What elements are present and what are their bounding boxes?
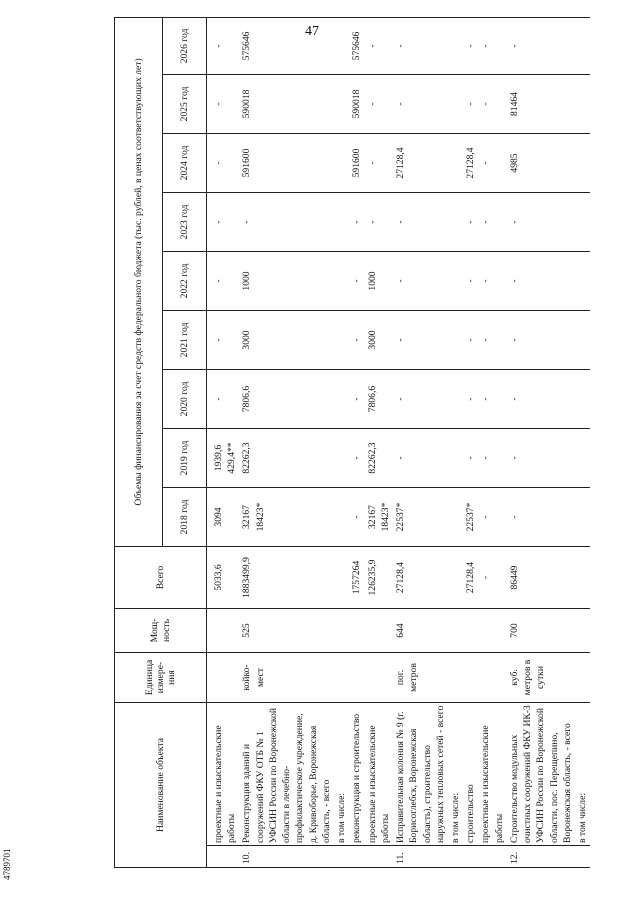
table-row [211,17,239,867]
year-value-cell: - [349,193,364,252]
year-value-cell [575,311,590,370]
year-value-cell: - [478,193,506,252]
year-value-cell: - [478,429,506,488]
row-index [334,846,349,868]
year-value-cell: - [463,252,478,311]
year-value-cell: - [478,75,506,134]
year-value-cell: 7806,6 [239,370,334,429]
year-value-cell: - [478,488,506,547]
total-cell [448,547,463,609]
total-cell: - [478,547,506,609]
year-value-cell: - [211,134,239,193]
year-value-cell: - [478,134,506,193]
header-year: 2023 год [163,193,207,252]
year-value-cell: 575646 [349,17,364,74]
year-value-cell: - [393,252,448,311]
year-value-cell: - [211,370,239,429]
year-value-cell: 32167 18423* [365,488,393,547]
year-value-cell [575,252,590,311]
row-index [349,846,364,868]
row-index: 11. [393,846,448,868]
object-name: реконструкция и строительство [349,703,364,846]
year-value-cell [575,370,590,429]
table-row [393,17,448,867]
total-cell: 126235,9 [365,547,393,609]
year-value-cell [334,17,349,74]
year-value-cell: - [507,429,575,488]
table-row [334,17,349,867]
year-value-cell: - [349,252,364,311]
year-value-cell: 1000 [365,252,393,311]
year-value-cell: - [463,370,478,429]
year-value-cell: - [507,17,575,74]
capacity-cell [478,609,506,653]
unit-cell: куб. метров в сутки [507,653,575,703]
year-value-cell: 27128,4 [463,134,478,193]
capacity-cell [463,609,478,653]
year-value-cell: - [393,17,448,74]
year-value-cell: 82262,3 [365,429,393,488]
year-value-cell [575,488,590,547]
year-value-cell [334,134,349,193]
total-cell: 27128,4 [393,547,448,609]
unit-cell [575,653,590,703]
year-value-cell: - [349,370,364,429]
table-body [207,17,591,867]
object-name: проектные и изыскательские работы [478,703,506,846]
year-value-cell: - [478,17,506,74]
year-value-cell: - [507,311,575,370]
unit-cell [211,653,239,703]
header-year: 2021 год [163,311,207,370]
year-value-cell: - [211,17,239,74]
object-name: проектные и изыскательские работы [365,703,393,846]
capacity-cell [334,609,349,653]
year-value-cell: 27128,4 [393,134,448,193]
table-row [478,17,506,867]
unit-cell [478,653,506,703]
capacity-cell [211,609,239,653]
year-value-cell: - [478,311,506,370]
object-name: проектные и изыскательские работы [211,703,239,846]
row-index [365,846,393,868]
header-year: 2019 год [163,429,207,488]
year-value-cell: 591600 [349,134,364,193]
capacity-cell [349,609,364,653]
capacity-cell: 644 [393,609,448,653]
year-value-cell: 590018 [239,75,334,134]
year-value-cell [334,252,349,311]
total-cell: 1757264 [349,547,364,609]
year-value-cell: 4985 [507,134,575,193]
header-total: Всего [115,547,207,609]
year-value-cell: - [393,75,448,134]
year-value-cell: - [463,429,478,488]
capacity-cell: 700 [507,609,575,653]
year-value-cell: 22537* [463,488,478,547]
total-cell [334,547,349,609]
row-index [575,846,590,868]
capacity-cell: 525 [239,609,334,653]
year-value-cell [334,193,349,252]
unit-cell [349,653,364,703]
year-value-cell [334,370,349,429]
year-value-cell: - [393,429,448,488]
year-value-cell: - [365,193,393,252]
unit-cell [334,653,349,703]
object-name: в том числе: [575,703,590,846]
year-value-cell: - [463,193,478,252]
year-value-cell: 591600 [239,134,334,193]
year-value-cell [334,429,349,488]
year-value-cell: 575646 [239,17,334,74]
row-index [463,846,478,868]
object-name: Исправительная колония № 9 (г. Борисоглебск, Воронежская область), строительство наружных тепловых сетей - всего [393,703,448,846]
financing-table [114,17,590,868]
table-row [463,17,478,867]
row-index [211,846,239,868]
table-row [365,17,393,867]
year-value-cell: - [211,311,239,370]
year-value-cell: - [349,488,364,547]
row-index: 10. [239,846,334,868]
object-name: Реконструкция зданий и сооружений ФКУ ОТБ № 1 УФСИН России по Воронежской области в лечебно-профилактическое учреждение, д. Кривоборье, Воронежская область, - всего [239,703,334,846]
table-row [239,17,334,867]
year-value-cell: - [507,252,575,311]
row-index: 12. [507,846,575,868]
unit-cell [448,653,463,703]
row-index [478,846,506,868]
year-value-cell: - [478,370,506,429]
header-year: 2022 год [163,252,207,311]
total-cell: 27128,4 [463,547,478,609]
table-row [507,17,575,867]
header-capacity: Мощ-ность [115,609,207,653]
page-number: 47 [305,24,319,39]
year-value-cell [575,134,590,193]
year-value-cell [448,193,463,252]
year-value-cell [334,311,349,370]
year-value-cell: 3000 [365,311,393,370]
year-value-cell: 82262,3 [239,429,334,488]
total-cell: 86449 [507,547,575,609]
year-value-cell: 3094 [211,488,239,547]
header-name: Наименование объекта [115,703,207,868]
year-value-cell [575,17,590,74]
year-value-cell [448,75,463,134]
year-value-cell [448,370,463,429]
year-value-cell [448,311,463,370]
total-cell [575,547,590,609]
capacity-cell [448,609,463,653]
capacity-cell [365,609,393,653]
row-index [448,846,463,868]
year-value-cell: - [211,75,239,134]
year-value-cell: - [507,193,575,252]
year-value-cell: 1939,6 429,4** [211,429,239,488]
object-name: Строительство модульных очистных сооружений ФКУ ИК-3 УФСИН России по Воронежской области, пос. Перещепино, Воронежская область, - всего [507,703,575,846]
year-value-cell: 1000 [239,252,334,311]
unit-cell: койко-мест [239,653,334,703]
year-value-cell: - [478,252,506,311]
year-value-cell: - [393,370,448,429]
header-year: 2018 год [163,488,207,547]
capacity-cell [575,609,590,653]
header-year: 2020 год [163,370,207,429]
table-header [115,17,207,867]
year-value-cell [334,75,349,134]
header-year: 2026 год [163,17,207,74]
year-value-cell [448,17,463,74]
document-id-text: 4789701 [2,848,12,880]
table-row [349,17,364,867]
total-cell: 5033,6 [211,547,239,609]
year-value-cell: - [463,311,478,370]
object-name: в том числе: [334,703,349,846]
year-value-cell: - [463,75,478,134]
unit-cell [365,653,393,703]
year-value-cell [448,134,463,193]
year-value-cell: - [365,75,393,134]
object-name: строительство [463,703,478,846]
header-year: 2025 год [163,75,207,134]
year-value-cell [575,429,590,488]
year-value-cell: 22537* [393,488,448,547]
header-unit: Единица измере-ния [115,653,207,703]
table-row [575,17,590,867]
year-value-cell: 32167 18423* [239,488,334,547]
header-year: 2024 год [163,134,207,193]
header-funding-group: Объемы финансирования за счет средств федерального бюджета (тыс. рублей, в ценах соответствующих лет) [115,17,163,546]
object-name: в том числе: [448,703,463,846]
rotated-table-container [114,18,634,868]
year-value-cell: - [463,17,478,74]
year-value-cell: 3000 [239,311,334,370]
year-value-cell: - [349,311,364,370]
year-value-cell: - [393,193,448,252]
year-value-cell: 81464 [507,75,575,134]
unit-cell [463,653,478,703]
year-value-cell [448,252,463,311]
year-value-cell [575,75,590,134]
year-value-cell: 590018 [349,75,364,134]
year-value-cell: - [239,193,334,252]
year-value-cell: - [211,252,239,311]
year-value-cell [448,429,463,488]
unit-cell: пог. метров [393,653,448,703]
year-value-cell: - [211,193,239,252]
year-value-cell: - [365,134,393,193]
year-value-cell: - [507,370,575,429]
total-cell: 1883499,9 [239,547,334,609]
year-value-cell: - [349,429,364,488]
year-value-cell: - [365,17,393,74]
year-value-cell: - [507,488,575,547]
year-value-cell [575,193,590,252]
year-value-cell [334,488,349,547]
table-row [448,17,463,867]
year-value-cell: - [393,311,448,370]
year-value-cell [448,488,463,547]
year-value-cell: 7806,6 [365,370,393,429]
